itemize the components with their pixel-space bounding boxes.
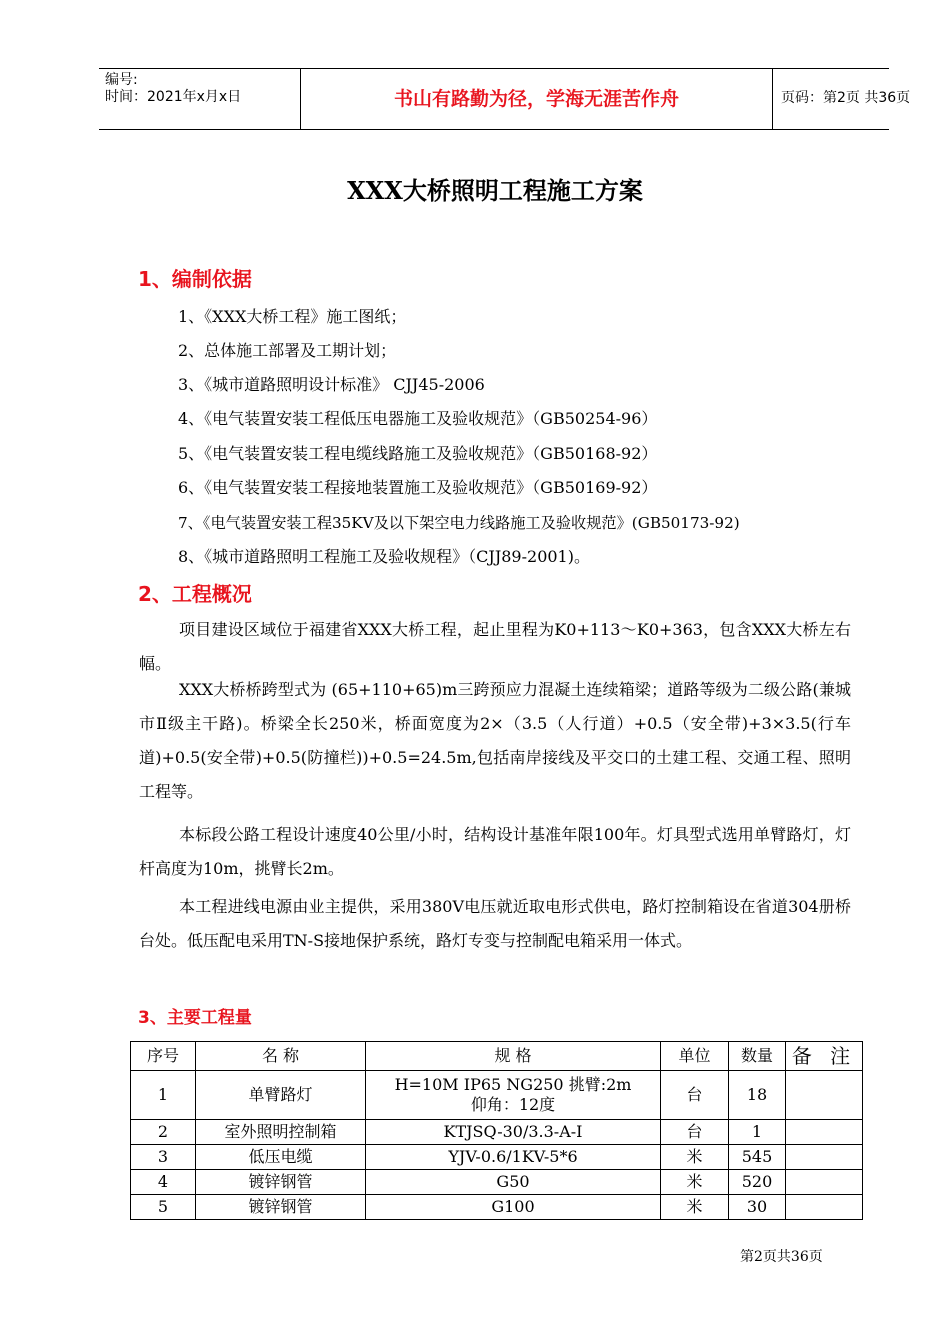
page-info: 页码：第2页 共36页 (781, 90, 911, 106)
cell-note (786, 1195, 863, 1220)
cell-no: 2 (131, 1120, 196, 1145)
cell-note (786, 1170, 863, 1195)
column-header: 名 称 (196, 1042, 366, 1071)
column-header: 规 格 (366, 1042, 661, 1071)
cell-no: 3 (131, 1145, 196, 1170)
paragraph: 项目建设区域位于福建省XXX大桥工程，起止里程为K0+113～K0+363，包含XXX大桥左右幅。 (139, 620, 851, 673)
cell-no: 5 (131, 1195, 196, 1220)
column-header: 备 注 (786, 1042, 863, 1071)
table-row (131, 1145, 863, 1170)
cell-qty: 545 (729, 1145, 786, 1170)
table-row (131, 1071, 863, 1120)
cell-spec: YJV-0.6/1KV-5*6 (366, 1145, 661, 1170)
cell-spec (366, 1071, 661, 1120)
cell-unit: 台 (661, 1071, 729, 1120)
paragraph: 本工程进线电源由业主提供，采用380V电压就近取电形式供电，路灯控制箱设在省道304册桥台处。低压配电采用TN-S接地保护系统，路灯专变与控制配电箱采用一体式。 (139, 897, 851, 950)
cell-note (786, 1145, 863, 1170)
cell-name: 室外照明控制箱 (196, 1120, 366, 1145)
spec-line: 仰角：12度 (470, 1095, 556, 1114)
list-item: 8、《城市道路照明工程施工及验收规程》（CJJ89-2001)。 (178, 547, 590, 566)
list-item: 4、《电气装置安装工程低压电器施工及验收规范》（GB50254-96） (178, 409, 658, 428)
section-1-heading: 1、编制依据 (138, 267, 252, 291)
code-label: 编号: (105, 72, 138, 88)
cell-unit: 米 (661, 1195, 729, 1220)
cell-no: 4 (131, 1170, 196, 1195)
list-item: 5、《电气装置安装工程电缆线路施工及验收规范》（GB50168-92） (178, 444, 658, 463)
cell-qty: 30 (729, 1195, 786, 1220)
table-row (131, 1120, 863, 1145)
spec-line: H=10M IP65 NG250 挑臂:2m (394, 1075, 632, 1094)
cell-name: 镀锌钢管 (196, 1195, 366, 1220)
paragraph: 本标段公路工程设计速度40公里/小时，结构设计基准年限100年。灯具型式选用单臂路灯，灯杆高度为10m，挑臂长2m。 (139, 825, 851, 878)
cell-qty: 520 (729, 1170, 786, 1195)
cell-spec: G100 (366, 1195, 661, 1220)
section-2-heading: 2、工程概况 (138, 582, 252, 606)
list-item: 2、总体施工部署及工期计划； (178, 341, 397, 360)
header-page-cell (773, 69, 911, 129)
cell-note (786, 1071, 863, 1120)
list-item: 6、《电气装置安装工程接地装置施工及验收规范》（GB50169-92） (178, 478, 658, 497)
table-header-row (131, 1042, 863, 1071)
column-header: 单位 (661, 1042, 729, 1071)
date-line: 时间：2021年x月x日 (105, 89, 242, 105)
list-item: 1、《XXX大桥工程》施工图纸； (178, 307, 407, 326)
cell-spec: G50 (366, 1170, 661, 1195)
list-item: 3、《城市道路照明设计标准》 CJJ45-2006 (178, 375, 485, 394)
cell-qty: 1 (729, 1120, 786, 1145)
header-motto-cell (301, 69, 773, 129)
paragraph: XXX大桥桥跨型式为 (65+110+65)m三跨预应力混凝土连续箱梁；道路等级为二级公路(兼城市Ⅱ级主干路)。桥梁全长250米，桥面宽度为2×（3.5（人行道）+0.5（安全带)+3×3.5(行车道)+0.5(安全带)+0.5(防撞栏))+0.5=24.5m,包括南岸接线及平交口的土建工程、交通工程、照明工程等。 (139, 680, 851, 801)
page-header (99, 68, 911, 130)
cell-qty: 18 (729, 1071, 786, 1120)
quantities-table (130, 1041, 863, 1220)
cell-spec: KTJSQ-30/3.3-A-I (366, 1120, 661, 1145)
cell-name: 单臂路灯 (196, 1071, 366, 1120)
cell-name: 镀锌钢管 (196, 1170, 366, 1195)
table-row (131, 1170, 863, 1195)
header-meta-cell (99, 69, 301, 129)
motto: 书山有路勤为径，学海无涯苦作舟 (393, 88, 679, 110)
cell-no: 1 (131, 1071, 196, 1120)
section-3-heading: 3、主要工程量 (138, 1008, 252, 1028)
cell-note (786, 1120, 863, 1145)
column-header: 数量 (729, 1042, 786, 1071)
column-header: 序号 (131, 1042, 196, 1071)
document-title: XXX大桥照明工程施工方案 (347, 176, 643, 205)
cell-unit: 台 (661, 1120, 729, 1145)
table-row (131, 1195, 863, 1220)
cell-unit: 米 (661, 1145, 729, 1170)
cell-unit: 米 (661, 1170, 729, 1195)
list-item: 7、《电气装置安装工程35KV及以下架空电力线路施工及验收规范》(GB50173-92) (178, 514, 740, 532)
page-footer: 第2页共36页 (740, 1249, 823, 1265)
cell-name: 低压电缆 (196, 1145, 366, 1170)
